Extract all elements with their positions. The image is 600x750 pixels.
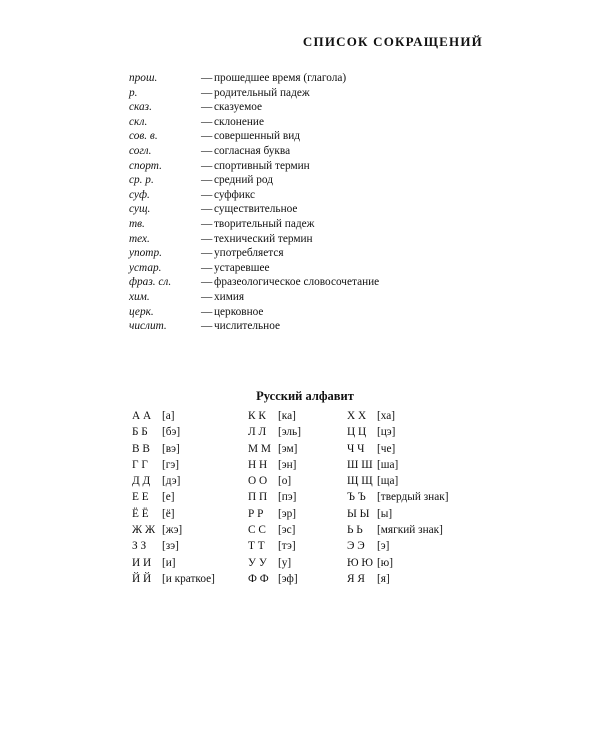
alphabet-entry (347, 571, 448, 587)
alphabet-letters: З З (132, 540, 147, 553)
abbreviation-dash: — (201, 72, 213, 84)
abbreviation-row (129, 86, 379, 101)
abbreviation-row (129, 115, 379, 130)
abbreviation-term: прош. (129, 72, 158, 84)
abbreviation-definition: совершенный вид (214, 130, 300, 143)
abbreviation-term: тех. (129, 232, 150, 245)
alphabet-letters: Т Т (248, 540, 265, 553)
alphabet-column-3 (347, 408, 448, 587)
abbreviation-definition: спортивный термин (214, 159, 310, 172)
abbreviation-row (129, 129, 379, 144)
alphabet-letter-name: [ща] (377, 475, 399, 488)
abbreviation-row (129, 305, 379, 320)
abbreviation-dash: — (201, 174, 213, 187)
abbreviation-row (129, 71, 379, 86)
abbreviation-term: сов. в. (129, 130, 158, 143)
alphabet-letter-name: [ё] (162, 507, 175, 520)
abbreviation-term: согл. (129, 144, 152, 157)
alphabet-letter-name: [и] (162, 556, 176, 569)
alphabet-letters: Щ Щ (347, 475, 373, 488)
abbreviation-definition: прошедшее время (глагола) (214, 72, 347, 84)
alphabet-entry (248, 424, 301, 440)
alphabet-letters: Ц Ц (347, 426, 367, 439)
alphabet-entry (132, 424, 215, 440)
alphabet-letters: П П (248, 491, 268, 504)
alphabet-entry (248, 408, 301, 424)
abbreviation-row (129, 261, 379, 276)
abbreviation-dash: — (201, 144, 213, 157)
alphabet-letters: Ш Ш (347, 458, 373, 471)
alphabet-entry (248, 522, 301, 538)
abbreviation-dash: — (201, 217, 213, 230)
alphabet-letters: Р Р (248, 507, 264, 520)
abbreviation-definition: числительное (214, 320, 281, 333)
alphabet-letter-name: [цэ] (377, 426, 396, 439)
alphabet-entry (347, 522, 448, 538)
abbreviation-definition: средний род (214, 174, 273, 187)
alphabet-entry (248, 571, 301, 587)
alphabet-letter-name: [а] (162, 410, 175, 422)
alphabet-letters: Ф Ф (248, 572, 269, 585)
alphabet-entry (132, 408, 215, 424)
alphabet-letter-name: [ю] (377, 556, 393, 569)
alphabet-letter-name: [зэ] (162, 540, 179, 553)
alphabet-letter-name: [жэ] (162, 524, 183, 537)
abbreviation-row (129, 173, 379, 188)
alphabet-entry (248, 441, 301, 457)
abbreviation-definition: фразеологическое словосочетание (214, 276, 380, 289)
alphabet-entry (248, 489, 301, 505)
alphabet-entry (347, 489, 448, 505)
alphabet-letters: Н Н (248, 458, 268, 471)
alphabet-letters: С С (248, 524, 266, 537)
alphabet-letter-name: [тэ] (278, 540, 296, 553)
alphabet-letters: Ы Ы (347, 507, 370, 520)
page-title: СПИСОК СОКРАЩЕНИЙ (302, 34, 483, 49)
abbreviation-definition: согласная буква (214, 144, 291, 157)
alphabet-letters: Ь Ь (347, 524, 363, 537)
abbreviation-dash: — (201, 115, 213, 128)
abbreviation-dash: — (201, 130, 213, 143)
abbreviation-list (129, 71, 379, 334)
abbreviation-dash: — (201, 232, 213, 245)
abbreviation-definition: устаревшее (214, 261, 270, 274)
alphabet-letters: У У (248, 556, 267, 569)
abbreviation-dash: — (201, 290, 213, 303)
alphabet-entry (132, 538, 215, 554)
abbreviation-definition: родительный падеж (214, 86, 310, 99)
alphabet-entry (347, 457, 448, 473)
alphabet-letter-name: [пэ] (278, 491, 297, 504)
alphabet-entry (132, 571, 215, 587)
alphabet-letter-name: [ка] (278, 410, 296, 422)
alphabet-entry (248, 457, 301, 473)
alphabet-entry (132, 441, 215, 457)
abbreviation-dash: — (201, 305, 213, 318)
alphabet-entry (347, 506, 448, 522)
alphabet-table (132, 408, 472, 588)
alphabet-letter-name: [ха] (377, 410, 396, 422)
alphabet-title: Русский алфавит (256, 389, 354, 403)
abbreviation-term: церк. (129, 305, 154, 318)
alphabet-letters: О О (248, 475, 268, 488)
alphabet-entry (248, 506, 301, 522)
alphabet-letters: Ж Ж (132, 524, 156, 537)
alphabet-letters: Г Г (132, 458, 148, 471)
alphabet-letters: В В (132, 442, 150, 455)
alphabet-letters: Ъ Ъ (347, 491, 366, 504)
alphabet-letter-name: [о] (278, 475, 292, 488)
alphabet-entry (248, 555, 301, 571)
abbreviation-row (129, 217, 379, 232)
alphabet-letter-name: [эль] (278, 426, 301, 439)
alphabet-letter-name: [е] (162, 491, 175, 504)
abbreviation-row (129, 144, 379, 159)
alphabet-entry (132, 555, 215, 571)
alphabet-letters: Ч Ч (347, 442, 365, 455)
alphabet-letter-name: [эф] (278, 572, 298, 585)
abbreviation-row (129, 275, 379, 290)
alphabet-letter-name: [гэ] (162, 458, 180, 471)
alphabet-letters: Е Е (132, 491, 149, 504)
alphabet-letters: А А (132, 410, 152, 422)
abbreviation-dash: — (201, 320, 213, 333)
abbreviation-row (129, 159, 379, 174)
alphabet-letters: Ё Ё (132, 507, 149, 520)
alphabet-entry (347, 424, 448, 440)
alphabet-letter-name: [бэ] (162, 426, 181, 439)
alphabet-entry (132, 489, 215, 505)
abbreviation-term: сущ. (129, 203, 151, 216)
alphabet-letters: И И (132, 556, 152, 569)
abbreviation-definition: химия (214, 290, 245, 303)
abbreviation-term: хим. (129, 290, 150, 303)
abbreviation-dash: — (201, 261, 213, 274)
alphabet-entry (132, 473, 215, 489)
alphabet-letter-name: [дэ] (162, 475, 181, 488)
alphabet-letter-name: [у] (278, 556, 292, 569)
alphabet-letter-name: [твердый знак] (377, 491, 449, 504)
alphabet-entry (347, 473, 448, 489)
abbreviation-dash: — (201, 203, 213, 216)
abbreviation-row (129, 290, 379, 305)
abbreviation-term: сказ. (129, 101, 152, 114)
alphabet-letters: Ю Ю (347, 556, 374, 569)
alphabet-letters: Х Х (347, 410, 367, 422)
abbreviation-definition: употребляется (214, 247, 284, 260)
abbreviation-definition: церковное (214, 305, 264, 318)
alphabet-letter-name: [че] (377, 442, 396, 455)
abbreviation-term: суф. (129, 188, 150, 201)
alphabet-letter-name: [ша] (377, 458, 399, 471)
abbreviation-term: спорт. (129, 159, 162, 172)
abbreviation-term: устар. (129, 261, 162, 274)
alphabet-letter-name: [эн] (278, 458, 297, 471)
abbreviation-dash: — (201, 247, 213, 260)
abbreviation-row (129, 188, 379, 203)
abbreviation-term: ср. р. (129, 174, 154, 187)
alphabet-letter-name: [эр] (278, 507, 297, 520)
alphabet-entry (248, 473, 301, 489)
abbreviation-dash: — (201, 276, 213, 289)
alphabet-letter-name: [эм] (278, 442, 298, 455)
alphabet-letter-name: [я] (377, 572, 390, 585)
abbreviation-definition: склонение (214, 115, 264, 128)
alphabet-letters: Э Э (347, 540, 365, 553)
alphabet-letters: М М (248, 442, 271, 455)
alphabet-letters: Л Л (248, 426, 267, 439)
alphabet-column-1 (132, 408, 215, 587)
abbreviation-row (129, 319, 379, 334)
alphabet-entry (132, 457, 215, 473)
alphabet-letters: К К (248, 410, 266, 422)
alphabet-letter-name: [и краткое] (162, 572, 215, 585)
abbreviation-term: числит. (129, 320, 167, 333)
abbreviation-term: употр. (129, 247, 162, 260)
abbreviation-term: фраз. сл. (129, 276, 172, 289)
alphabet-letter-name: [вэ] (162, 442, 180, 455)
alphabet-letter-name: [эс] (278, 524, 296, 537)
abbreviation-definition: технический термин (214, 232, 313, 245)
alphabet-column-2 (248, 408, 301, 587)
alphabet-entry (347, 441, 448, 457)
alphabet-letters: Й Й (132, 572, 152, 585)
alphabet-entry (347, 555, 448, 571)
alphabet-letter-name: [ы] (377, 507, 393, 520)
abbreviation-row (129, 246, 379, 261)
abbreviation-row (129, 202, 379, 217)
abbreviation-term: р. (129, 86, 138, 99)
abbreviation-definition: суффикс (214, 188, 256, 201)
abbreviation-dash: — (201, 101, 213, 114)
abbreviation-definition: творительный падеж (214, 217, 315, 230)
abbreviation-dash: — (201, 188, 213, 201)
alphabet-letters: Д Д (132, 475, 151, 488)
alphabet-entry (132, 506, 215, 522)
abbreviation-definition: существительное (214, 203, 298, 216)
alphabet-entry (347, 408, 448, 424)
abbreviation-dash: — (201, 86, 213, 99)
alphabet-entry (132, 522, 215, 538)
alphabet-letters: Я Я (347, 572, 365, 585)
abbreviation-term: скл. (129, 115, 148, 128)
alphabet-letter-name: [э] (377, 540, 390, 553)
abbreviation-definition: сказуемое (214, 101, 263, 114)
alphabet-entry (347, 538, 448, 554)
alphabet-entry (248, 538, 301, 554)
abbreviation-row (129, 232, 379, 247)
abbreviation-term: тв. (129, 217, 145, 230)
abbreviation-row (129, 100, 379, 115)
abbreviation-dash: — (201, 159, 213, 172)
alphabet-letters: Б Б (132, 426, 148, 439)
alphabet-letter-name: [мягкий знак] (377, 524, 443, 537)
